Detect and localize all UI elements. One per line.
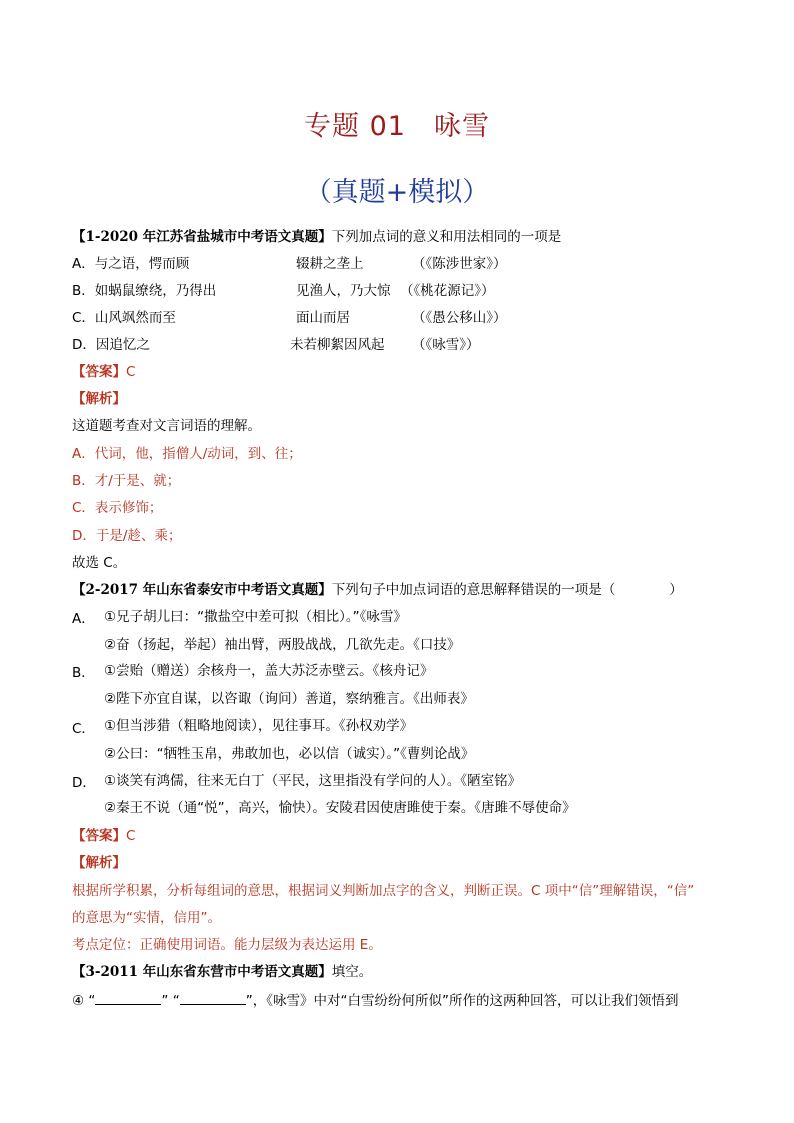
answer-blank-1[interactable] <box>95 990 161 1005</box>
question-1-analysis-intro: 这道题考查对文言词语的理解。 <box>72 418 261 434</box>
question-1-analysis-c: C．表示修饰； <box>72 500 163 516</box>
question-3-fill-line: ④ “ ” “ ”，《咏雪》中对“白雪纷纷何所似”所作的这两种回答，可以让我们领悟到 <box>72 990 678 1011</box>
question-2-option-d-line-1: ①谈笑有鸿儒，往来无白丁（平民，这里指没有学问的人）。《陋室铭》 <box>104 773 522 789</box>
option-label: B．如蜗鼠缭绕，乃得出 <box>72 283 217 299</box>
question-2-option-d-line-2: ②秦王不说（通“悦”，高兴，愉快）。安陵君因使唐雎使于秦。《唐雎不辱使命》 <box>104 800 576 816</box>
question-2-option-a-line-2: ②奋（扬起，举起）袖出臂，两股战战，几欲先走。《口技》 <box>104 637 461 653</box>
question-2-analysis-line-2: 的意思为“实情，信用”。 <box>72 910 221 926</box>
option-compare: 未若柳絮因风起 <box>290 337 385 353</box>
question-2-option-a-letter: A． <box>72 611 95 627</box>
option-label: A．与之语，愕而顾 <box>72 256 190 272</box>
answer-label: 【答案】 <box>72 364 126 380</box>
question-1-stem: 下列加点词的意义和用法相同的一项是 <box>331 229 562 245</box>
question-2-option-c-line-2: ②公曰：“牺牲玉帛，弗敢加也，必以信（诚实）。”《曹刿论战》 <box>104 746 475 762</box>
question-2-option-a-line-1: ①兄子胡儿曰：“撒盐空中差可拟（相比）。”《咏雪》 <box>104 609 407 625</box>
option-source: （《愚公移山》） <box>412 310 507 326</box>
question-2-heading <box>72 580 683 600</box>
item-number: ④ <box>72 993 85 1009</box>
option-label: D．因追忆之 <box>72 337 150 353</box>
question-3-heading <box>72 962 372 982</box>
question-1-analysis-a: A．代词，他，指僧人/动词，到、往； <box>72 446 302 462</box>
question-2-analysis-label: 【解析】 <box>72 855 126 871</box>
question-2-option-d-letter: D． <box>72 775 96 791</box>
question-1-source: 【1-2020 年江苏省盐城市中考语文真题】 <box>72 229 332 245</box>
question-1-analysis-label: 【解析】 <box>72 391 126 407</box>
question-1-analysis-d: D．于是/趁、乘； <box>72 528 182 544</box>
option-source: （《陈涉世家》） <box>412 256 507 272</box>
option-compare: 见渔人，乃大惊 <box>296 283 391 299</box>
question-1-analysis-b: B．才/于是、就； <box>72 473 181 489</box>
question-3-stem: 填空。 <box>331 964 373 980</box>
option-compare: 辍耕之垄上 <box>296 256 364 272</box>
question-2-option-b-line-1: ①尝贻（赠送）余核舟一，盖大苏泛赤壁云。《核舟记》 <box>104 663 434 679</box>
question-2-stem: 下列句子中加点词语的意思解释错误的一项是（ ） <box>331 582 683 598</box>
question-3-source: 【3-2011 年山东省东营市中考语文真题】 <box>72 964 332 980</box>
question-1-option-d <box>72 335 480 355</box>
answer-blank-2[interactable] <box>180 990 246 1005</box>
option-compare: 面山而居 <box>296 310 350 326</box>
question-2-analysis-line-1: 根据所学积累，分析每组词的意思，根据词义判断加点字的含义，判断正误。C 项中“信”理解错误，“信” <box>72 883 695 899</box>
question-1-conclusion: 故选 C。 <box>72 555 127 571</box>
question-2-option-b-line-2: ②陛下亦宜自谋，以咨诹（询问）善道，察纳雅言。《出师表》 <box>104 691 474 707</box>
question-1-answer <box>72 362 135 382</box>
question-2-option-c-letter: C． <box>72 721 95 737</box>
option-source: （《咏雪》） <box>412 337 480 353</box>
answer-value: C <box>126 828 136 844</box>
question-1-heading <box>72 227 561 247</box>
answer-label: 【答案】 <box>72 828 126 844</box>
question-2-test-point: 考点定位：正确使用词语。能力层级为表达运用 E。 <box>72 937 382 953</box>
question-1-option-c <box>72 308 507 328</box>
question-1-option-b <box>72 281 495 301</box>
page-title: 专题 01 咏雪 <box>304 111 490 142</box>
page-subtitle: （真题+模拟） <box>304 177 490 208</box>
question-2-option-b-letter: B． <box>72 665 95 681</box>
question-2-answer <box>72 826 135 846</box>
question-2-source: 【2-2017 年山东省泰安市中考语文真题】 <box>72 582 332 598</box>
question-2-option-c-line-1: ①但当涉猎（粗略地阅读），见往事耳。《孙权劝学》 <box>104 718 414 734</box>
option-source: （《桃花源记》） <box>400 283 495 299</box>
option-label: C．山风飒然而至 <box>72 310 176 326</box>
answer-value: C <box>126 364 136 380</box>
question-1-option-a <box>72 254 507 274</box>
